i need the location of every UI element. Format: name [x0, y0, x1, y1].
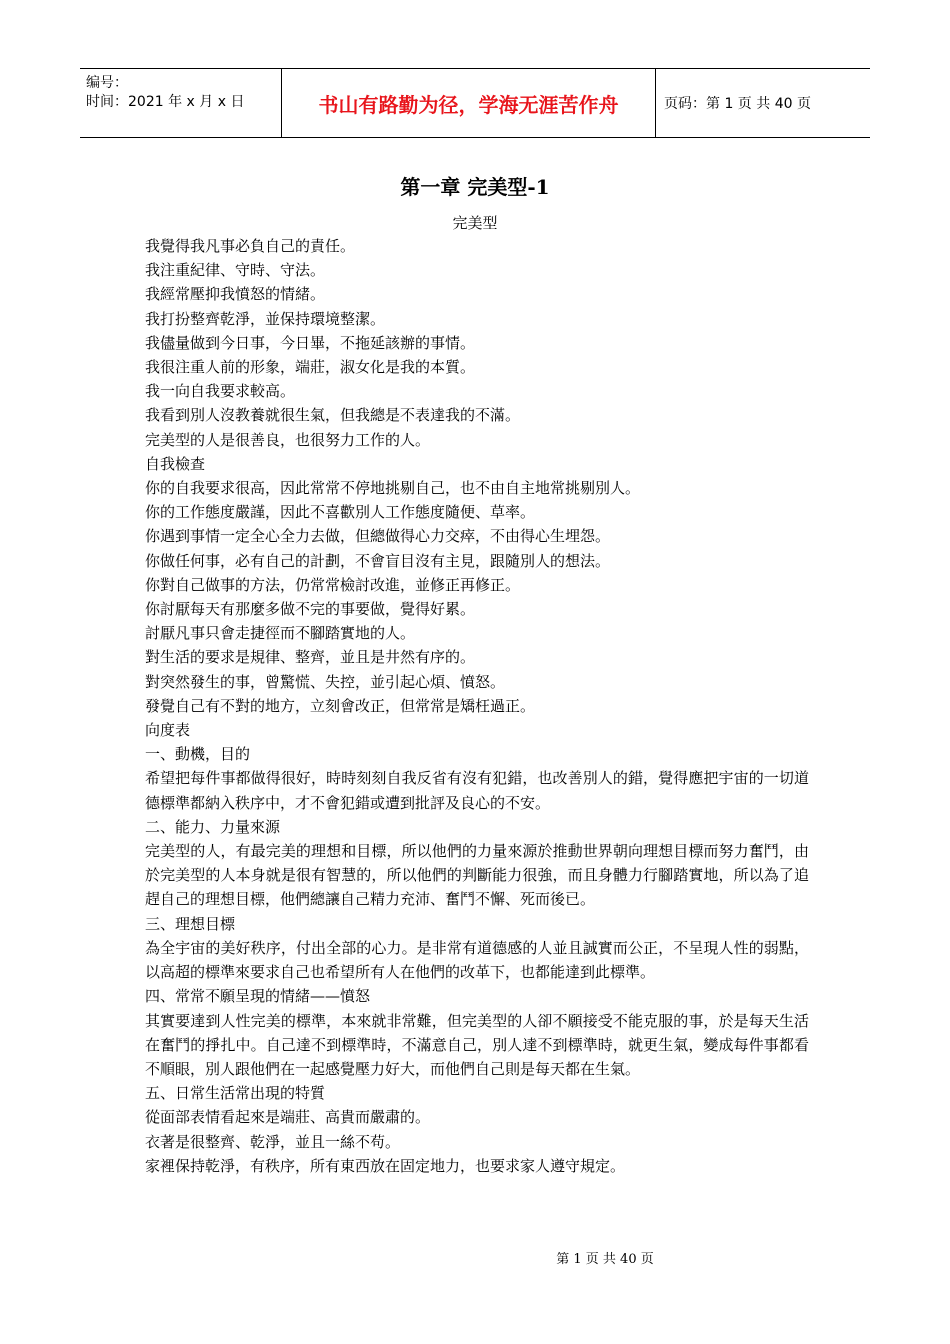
body-paragraph: 自我檢查 [145, 454, 206, 473]
body-paragraph: 我注重紀律、守時、守法。 [145, 261, 326, 280]
body-paragraph: 發覺自己有不對的地方，立刻會改正，但常常是矯枉過正。 [145, 696, 536, 715]
header-page-info: 页码：第 1 页 共 40 页 [664, 96, 811, 112]
body-paragraph: 你的自我要求很高，因此常常不停地挑剔自己，也不由自主地常挑剔別人。 [145, 479, 641, 498]
body-paragraph: 完美型的人是很善良，也很努力工作的人。 [145, 430, 431, 449]
body-paragraph: 你遇到事情一定全心全力去做，但總做得心力交瘁，不由得心生埋怨。 [145, 527, 611, 546]
chapter-title: 第一章 完美型-1 [400, 175, 550, 199]
body-text [145, 234, 809, 1178]
body-paragraph: 對突然發生的事，曾驚慌、失控，並引起心煩、憤怒。 [145, 672, 506, 691]
body-paragraph: 家裡保持乾淨，有秩序，所有東西放在固定地力，也要求家人遵守規定。 [145, 1156, 626, 1175]
body-paragraph: 我經常壓抑我憤怒的情緒。 [145, 285, 326, 304]
document-number-label: 编号： [86, 75, 128, 91]
body-paragraph: 為全宇宙的美好秩序，付出全部的心力。是非常有道德感的人並且誠實而公正，不呈現人性的弱點，以高超的標準來要求自己也希望所有人在他們的改革下，也都能達到此標準。 [145, 938, 809, 982]
body-paragraph: 衣著是很整齊、乾淨，並且一絲不苟。 [145, 1132, 401, 1151]
header-meta-cell [80, 69, 282, 137]
body-paragraph: 完美型的人，有最完美的理想和目標，所以他們的力量來源於推動世界朝向理想目標而努力奮鬥，由於完美型的人本身就是很有智慧的，所以他們的判斷能力很強，而且身體力行腳踏實地，所以為了追趕自己的理想目標，他們總讓自己精力充沛、奮鬥不懈、死而後已。 [145, 842, 809, 909]
body-paragraph: 我打扮整齊乾淨，並保持環境整潔。 [145, 309, 386, 328]
body-paragraph: 我看到別人沒教養就很生氣，但我總是不表達我的不滿。 [145, 406, 521, 425]
body-paragraph: 其實要達到人性完美的標準，本來就非常難，但完美型的人卻不願接受不能克服的事，於是每天生活在奮鬥的掙扎中。自己達不到標準時，不滿意自己，別人達不到標準時，就更生氣，變成每件事都看不順眼，別人跟他們在一起感覺壓力好大，而他們自己則是每天都在生氣。 [145, 1011, 809, 1078]
body-paragraph: 五、日常生活常出現的特質 [145, 1084, 326, 1103]
body-paragraph: 我覺得我凡事必負自己的責任。 [145, 237, 356, 255]
document-date-label: 时间：2021 年 x 月 x 日 [86, 94, 245, 110]
body-paragraph: 三、理想目標 [145, 914, 236, 933]
body-paragraph: 二、能力、力量來源 [145, 817, 281, 836]
body-paragraph: 你做任何事，必有自己的計劃，不會盲目沒有主見，跟隨別人的想法。 [145, 551, 611, 570]
body-paragraph: 你對自己做事的方法，仍常常檢討改進，並修正再修正。 [145, 575, 521, 594]
body-paragraph: 對生活的要求是規律、整齊，並且是井然有序的。 [145, 648, 476, 667]
body-paragraph: 我儘量做到今日事，今日畢，不拖延該辦的事情。 [145, 333, 476, 352]
body-paragraph: 你的工作態度嚴謹，因此不喜歡別人工作態度隨便、草率。 [145, 503, 536, 522]
header-motto: 书山有路勤为径，学海无涯苦作舟 [282, 69, 656, 137]
body-paragraph: 向度表 [145, 721, 191, 740]
body-paragraph: 希望把每件事都做得很好，時時刻刻自我反省有沒有犯錯，也改善別人的錯，覺得應把宇宙的一切道德標準都納入秩序中，才不會犯錯或遭到批評及良心的不安。 [145, 769, 809, 812]
body-paragraph: 一、動機，目的 [145, 745, 251, 764]
header-table [80, 68, 870, 138]
body-paragraph: 我很注重人前的形象，端莊，淑女化是我的本質。 [145, 358, 476, 377]
page-footer: 第 1 页 共 40 页 [556, 1252, 654, 1267]
body-paragraph: 四、常常不願呈現的情緒——憤怒 [145, 987, 371, 1006]
body-paragraph: 你討厭每天有那麼多做不完的事要做，覺得好累。 [145, 600, 476, 619]
body-paragraph: 討厭凡事只會走捷徑而不腳踏實地的人。 [145, 624, 416, 643]
section-subtitle: 完美型 [452, 214, 498, 232]
body-paragraph: 從面部表情看起來是端莊、高貴而嚴肅的。 [145, 1108, 431, 1127]
body-paragraph: 我一向自我要求較高。 [145, 382, 296, 401]
